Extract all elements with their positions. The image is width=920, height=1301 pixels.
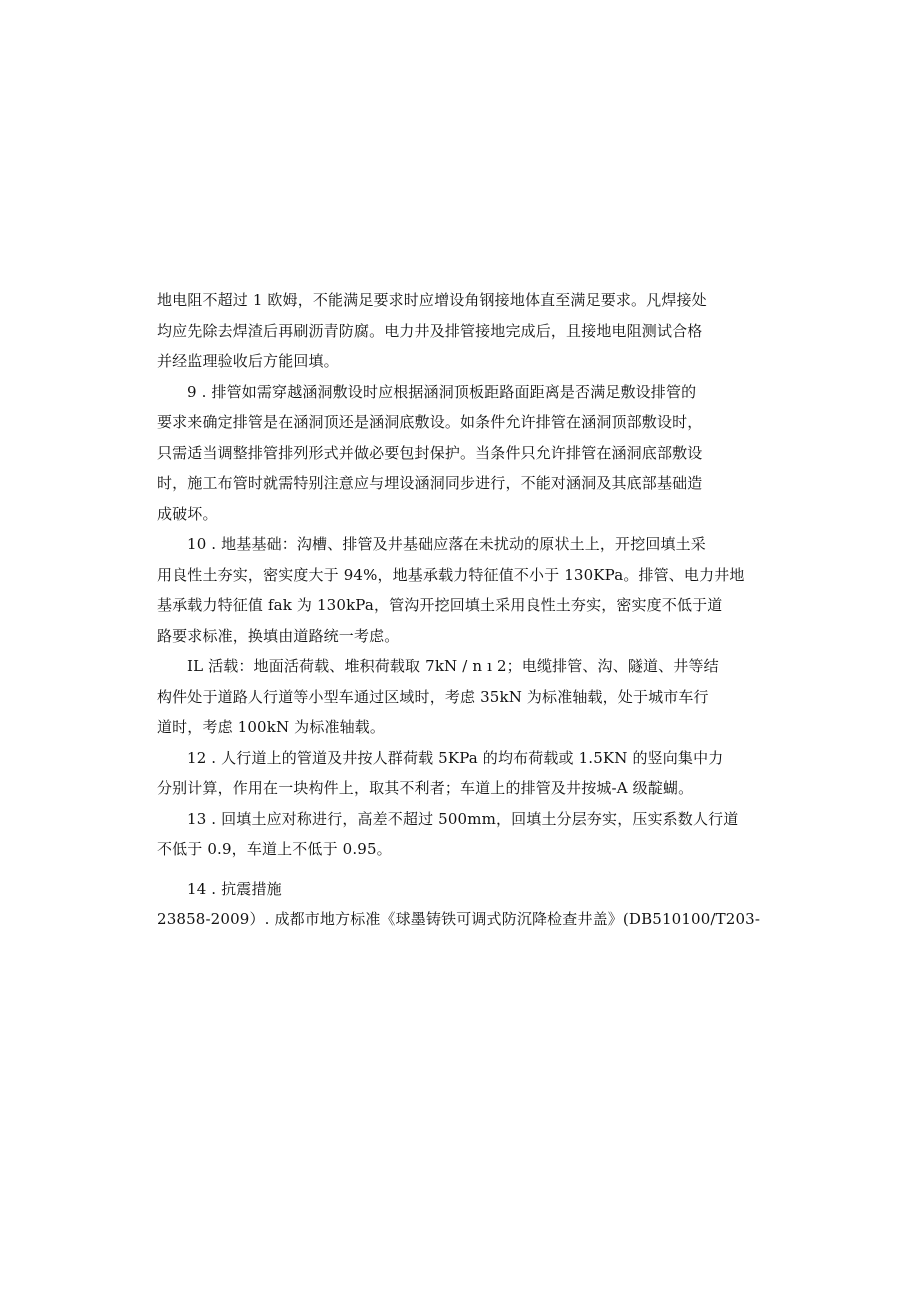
paragraph-9-start: 9 . 排管如需穿越涵洞敷设时应根据涵洞顶板距路面距离是否满足敷设排管的 bbox=[187, 382, 697, 401]
paragraph-10-start: 10 . 地基基础：沟槽、排管及井基础应落在未扰动的原状土上，开挖回填土采 bbox=[187, 535, 706, 553]
text-line: 成破坏。 bbox=[157, 504, 218, 523]
text-line: 23858-2009）. 成都市地方标准《球墨铸铁可调式防沉降检查井盖》(DB510100/T203- bbox=[157, 910, 761, 928]
paragraph-12-start: 12 . 人行道上的管道及井按人群荷载 5KPa 的均布荷载或 1.5KN 的竖向集中力 bbox=[187, 748, 724, 767]
document-body bbox=[157, 285, 761, 935]
text-line: 只需适当调整排管排列形式并做必要包封保护。当条件只允许排管在涵洞底部敷设 bbox=[157, 443, 703, 462]
text-line: 要求来确定排管是在涵洞顶还是涵洞底敷设。如条件允许排管在涵洞顶部敷设时， bbox=[157, 413, 703, 431]
text-line: 构件处于道路人行道等小型车通过区域时，考虑 35kN 为标准轴载，处于城市车行 bbox=[157, 687, 709, 706]
text-line: 不低于 0.9，车道上不低于 0.95。 bbox=[157, 840, 392, 858]
text-line: 并经监理验收后方能回填。 bbox=[157, 352, 339, 370]
paragraph-11-start: IL 活载：地面活荷载、堆积荷载取 7kN / n ı 2；电缆排管、沟、隧道、井等结 bbox=[187, 657, 719, 675]
text-line: 路要求标准，换填由道路统一考虑。 bbox=[157, 626, 400, 645]
text-line: 地电阻不超过 1 欧姆，不能满足要求时应增设角钢接地体直至满足要求。凡焊接处 bbox=[157, 291, 707, 309]
paragraph-13-start: 13 . 回填土应对称进行，高差不超过 500mm，回填土分层夯实，压实系数人行道 bbox=[187, 809, 739, 828]
section-heading-14: 14 . 抗震措施 bbox=[187, 879, 282, 898]
text-line: 基承载力特征值 fak 为 130kPa，管沟开挖回填土采用良性土夯实，密实度不低于道 bbox=[157, 596, 723, 614]
text-line: 均应先除去焊渣后再刷沥青防腐。电力井及排管接地完成后，且接地电阻测试合格 bbox=[157, 321, 703, 340]
text-line: 时，施工布管时就需特别注意应与埋设涵洞同步进行，不能对涵洞及其底部基础造 bbox=[157, 474, 703, 492]
text-line: 道时，考虑 100kN 为标准轴载。 bbox=[157, 718, 386, 736]
text-line: 用良性土夯实，密实度大于 94%，地基承载力特征值不小于 130KPa。排管、电力井地 bbox=[157, 565, 745, 584]
text-line: 分别计算，作用在一块构件上，取其不利者；车道上的排管及井按城-A 级靛蝴。 bbox=[157, 779, 694, 797]
